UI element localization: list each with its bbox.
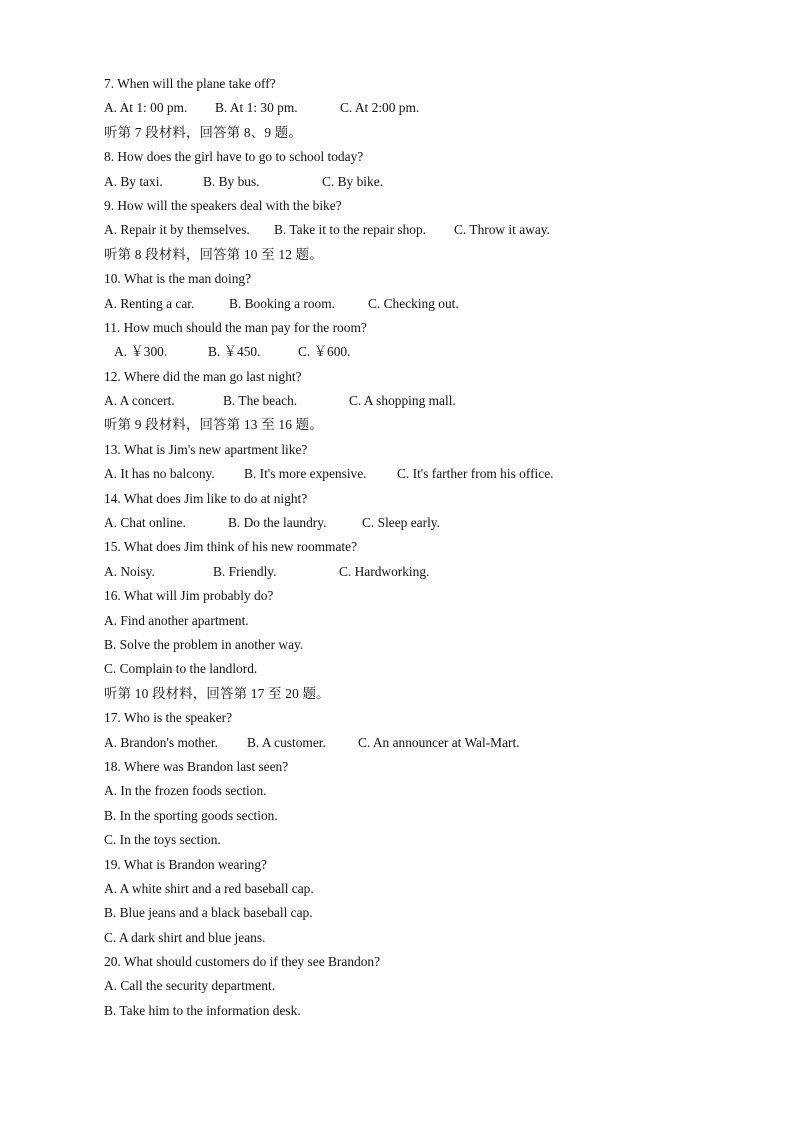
option-19a: A. A white shirt and a red baseball cap. bbox=[104, 880, 314, 896]
question-14: 14. What does Jim like to do at night? bbox=[104, 490, 308, 506]
exam-page bbox=[104, 75, 724, 1026]
question-15: 15. What does Jim think of his new roommate? bbox=[104, 539, 358, 555]
option-9b: B. Take it to the repair shop. bbox=[274, 222, 427, 238]
question-8: 8. How does the girl have to go to school today? bbox=[104, 149, 364, 165]
option-11b: B. ￥450. bbox=[208, 344, 261, 360]
option-15a: A. Noisy. bbox=[104, 563, 155, 579]
option-12c: C. A shopping mall. bbox=[349, 393, 456, 409]
option-8c: C. By bike. bbox=[322, 173, 384, 189]
options-8 bbox=[104, 173, 724, 197]
option-7c: C. At 2:00 pm. bbox=[340, 100, 420, 116]
options-11 bbox=[104, 343, 724, 367]
option-10c: C. Checking out. bbox=[368, 295, 459, 311]
option-7a: A. At 1: 00 pm. bbox=[104, 100, 188, 116]
option-13a: A. It has no balcony. bbox=[104, 466, 215, 482]
options-10 bbox=[104, 295, 724, 319]
option-14c: C. Sleep early. bbox=[362, 515, 440, 531]
option-16c: C. Complain to the landlord. bbox=[104, 661, 258, 677]
question-17: 17. Who is the speaker? bbox=[104, 710, 233, 726]
options-7 bbox=[104, 99, 724, 123]
option-10b: B. Booking a room. bbox=[229, 295, 336, 311]
question-20: 20. What should customers do if they see Brandon? bbox=[104, 954, 381, 970]
option-17a: A. Brandon's mother. bbox=[104, 734, 218, 750]
option-13b: B. It's more expensive. bbox=[244, 466, 367, 482]
option-13c: C. It's farther from his office. bbox=[397, 466, 554, 482]
option-19c: C. A dark shirt and blue jeans. bbox=[104, 929, 266, 945]
option-17c: C. An announcer at Wal-Mart. bbox=[358, 734, 520, 750]
question-10: 10. What is the man doing? bbox=[104, 271, 252, 287]
option-12a: A. A concert. bbox=[104, 393, 175, 409]
option-9a: A. Repair it by themselves. bbox=[104, 222, 250, 238]
option-20b: B. Take him to the information desk. bbox=[104, 1002, 301, 1018]
question-16: 16. What will Jim probably do? bbox=[104, 588, 274, 604]
question-7: 7. When will the plane take off? bbox=[104, 76, 276, 91]
option-16a: A. Find another apartment. bbox=[104, 612, 249, 628]
options-17 bbox=[104, 734, 724, 758]
options-14 bbox=[104, 514, 724, 538]
options-9 bbox=[104, 221, 724, 245]
option-7b: B. At 1: 30 pm. bbox=[215, 100, 298, 116]
option-15c: C. Hardworking. bbox=[339, 563, 430, 579]
option-14b: B. Do the laundry. bbox=[228, 515, 327, 531]
question-9: 9. How will the speakers deal with the bike? bbox=[104, 197, 342, 213]
options-15 bbox=[104, 563, 724, 587]
option-11c: C. ￥600. bbox=[298, 344, 351, 360]
option-16b: B. Solve the problem in another way. bbox=[104, 636, 304, 652]
question-13: 13. What is Jim's new apartment like? bbox=[104, 441, 308, 457]
option-19b: B. Blue jeans and a black baseball cap. bbox=[104, 905, 313, 921]
question-12: 12. Where did the man go last night? bbox=[104, 368, 302, 384]
question-11: 11. How much should the man pay for the room? bbox=[104, 319, 367, 335]
options-12 bbox=[104, 392, 724, 416]
option-8b: B. By bus. bbox=[203, 173, 260, 189]
option-9c: C. Throw it away. bbox=[454, 222, 550, 238]
section-8-instruction: 听第 8 段材料，回答第 10 至 12 题。 bbox=[104, 246, 323, 262]
option-20a: A. Call the security department. bbox=[104, 978, 276, 994]
options-13 bbox=[104, 465, 724, 489]
section-7-instruction: 听第 7 段材料，回答第 8、9 题。 bbox=[104, 124, 302, 140]
question-18: 18. Where was Brandon last seen? bbox=[104, 758, 289, 774]
option-17b: B. A customer. bbox=[247, 734, 326, 750]
option-12b: B. The beach. bbox=[223, 393, 298, 409]
option-18a: A. In the frozen foods section. bbox=[104, 783, 267, 799]
option-10a: A. Renting a car. bbox=[104, 295, 195, 311]
option-11a: A. ￥300. bbox=[114, 344, 168, 360]
option-18c: C. In the toys section. bbox=[104, 832, 221, 848]
question-19: 19. What is Brandon wearing? bbox=[104, 856, 268, 872]
option-14a: A. Chat online. bbox=[104, 515, 186, 531]
option-8a: A. By taxi. bbox=[104, 173, 163, 189]
option-18b: B. In the sporting goods section. bbox=[104, 807, 278, 823]
option-15b: B. Friendly. bbox=[213, 563, 277, 579]
section-10-instruction: 听第 10 段材料，回答第 17 至 20 题。 bbox=[104, 685, 330, 701]
section-9-instruction: 听第 9 段材料，回答第 13 至 16 题。 bbox=[104, 417, 323, 433]
